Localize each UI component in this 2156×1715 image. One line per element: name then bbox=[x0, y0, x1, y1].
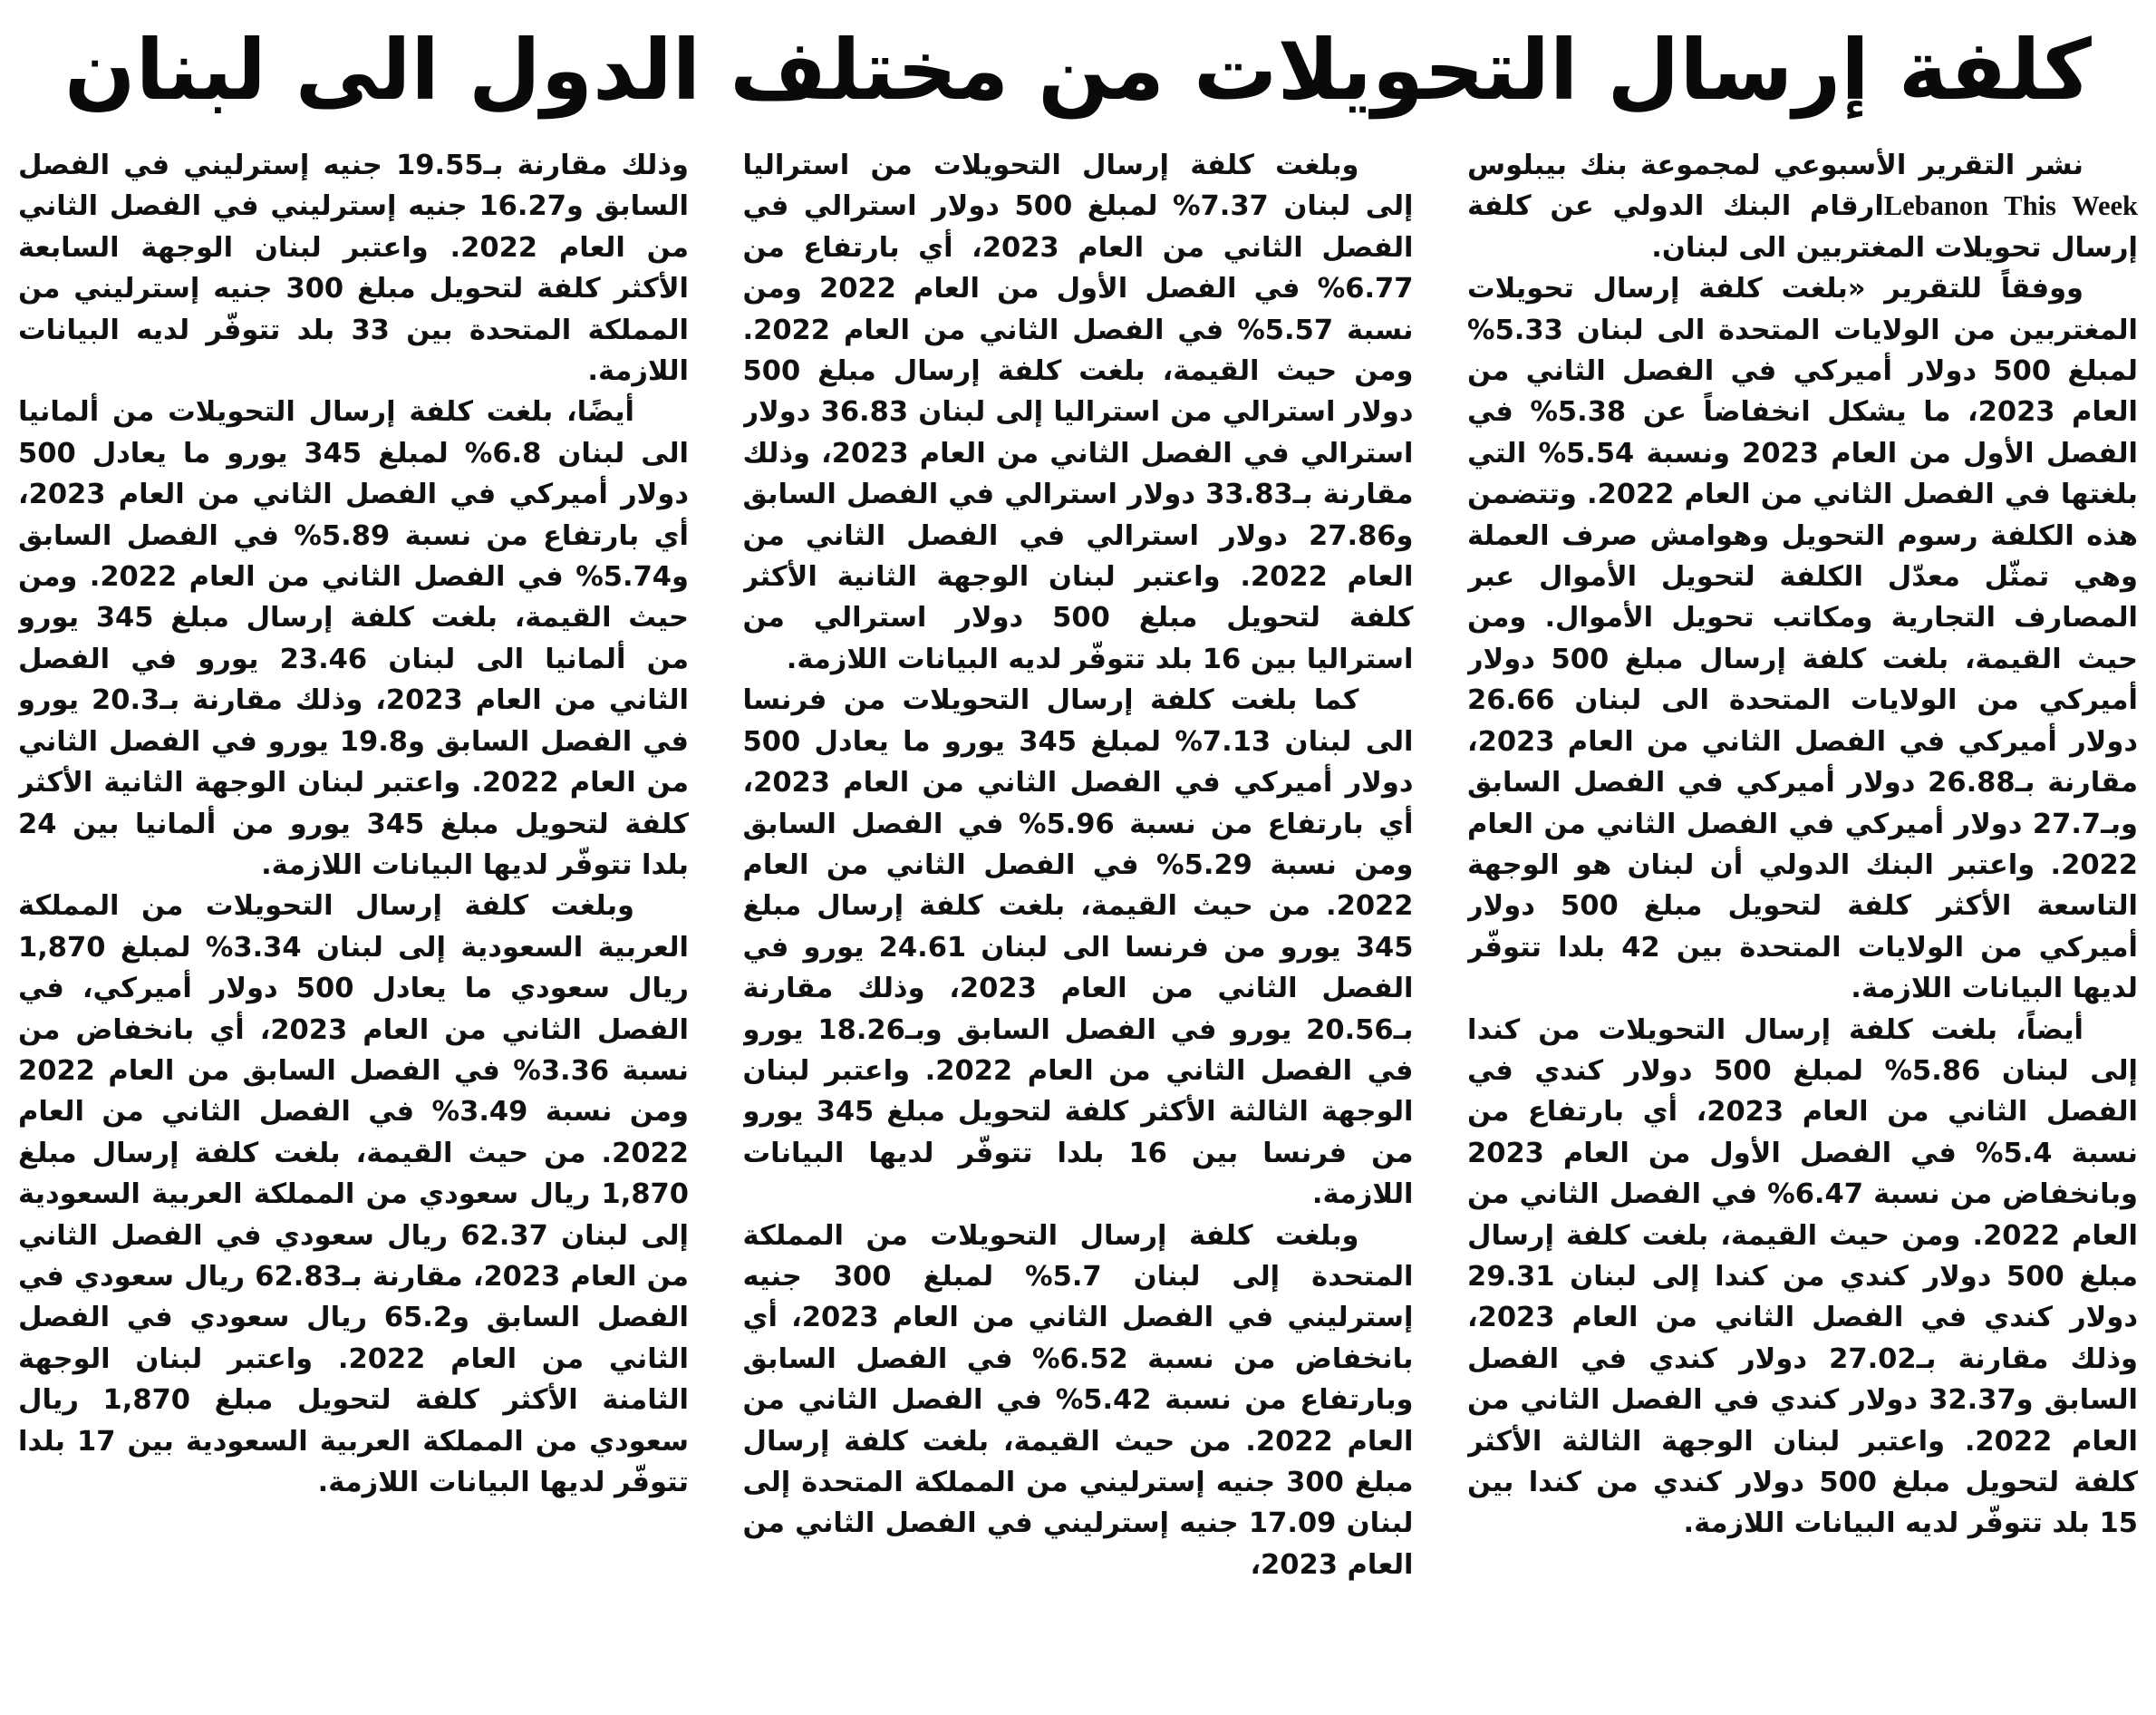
column-1 bbox=[1467, 145, 2138, 1695]
publication-name: Lebanon This Week bbox=[1883, 190, 2138, 222]
paragraph: وذلك مقارنة بـ19.55 جنيه إسترليني في الفصل السابق و16.27 جنيه إسترليني في الفصل الثاني من العام 2022. واعتبر لبنان الوجهة السابعة الأكثر كلفة لتحويل مبلغ 300 جنيه إسترليني من المملكة المتحدة بين 33 بلد تتوفّر لديه البيانات اللازمة. bbox=[18, 150, 689, 388]
paragraph bbox=[1467, 145, 2138, 268]
article-headline: كلفة إرسال التحويلات من مختلف الدول الى لبنان bbox=[64, 22, 2092, 119]
paragraph: وبلغت كلفة إرسال التحويلات من المملكة المتحدة إلى لبنان 5.7% لمبلغ 300 جنيه إسترليني في الفصل الثاني من العام 2023، أي بانخفاض من نسبة 6.52% في الفصل السابق وبارتفاع من نسبة 5.42% في الفصل الثاني من العام 2022. من حيث القيمة، بلغت كلفة إرسال مبلغ 300 جنيه إسترليني من المملكة المتحدة إلى لبنان 17.09 جنيه إسترليني في الفصل الثاني من العام 2023، bbox=[742, 1219, 1414, 1581]
paragraph-text: نشر التقرير الأسبوعي لمجموعة بنك بيبلوس bbox=[1467, 150, 2083, 181]
paragraph: وبلغت كلفة إرسال التحويلات من استراليا إلى لبنان 7.37% لمبلغ 500 دولار استرالي في الفصل الثاني من العام 2023، أي بارتفاع من 6.77% في الفصل الأول من العام 2022 ومن نسبة 5.57% في الفصل الثاني من العام 2022. ومن حيث القيمة، بلغت كلفة إرسال مبلغ 500 دولار استرالي من استراليا إلى لبنان 36.83 دولار استرالي في الفصل الثاني من العام 2023، وذلك مقارنة بـ33.83 دولار استرالي في الفصل السابق و27.86 دولار استرالي في الفصل الثاني من العام 2022. واعتبر لبنان الوجهة الثانية الأكثر كلفة لتحويل مبلغ 500 دولار استرالي من استراليا بين 16 بلد تتوفّر لديه البيانات اللازمة. bbox=[742, 150, 1414, 675]
paragraph: كما بلغت كلفة إرسال التحويلات من فرنسا الى لبنان 7.13% لمبلغ 345 يورو ما يعادل 500 دولار أميركي في الفصل الثاني من العام 2023، أي بارتفاع من نسبة 5.96% في الفصل السابق ومن نسبة 5.29% في الفصل الثاني من العام 2022. من حيث القيمة، بلغت كلفة إرسال مبلغ 345 يورو من فرنسا الى لبنان 24.61 يورو في الفصل الثاني من العام 2023، وذلك مقارنة بـ20.56 يورو في الفصل السابق وبـ18.26 يورو في الفصل الثاني من العام 2022. واعتبر لبنان الوجهة الثالثة الأكثر كلفة لتحويل مبلغ 345 يورو من فرنسا بين 16 بلدا تتوفّر لديها البيانات اللازمة. bbox=[742, 684, 1414, 1211]
paragraph: وبلغت كلفة إرسال التحويلات من المملكة العربية السعودية إلى لبنان 3.34% لمبلغ 1,870 ريال سعودي ما يعادل 500 دولار أميركي، في الفصل الثاني من العام 2023، أي بانخفاض من نسبة 3.36% في الفصل السابق من العام 2022 ومن نسبة 3.49% في الفصل الثاني من العام 2022. من حيث القيمة، بلغت كلفة إرسال مبلغ 1,870 ريال سعودي من المملكة العربية السعودية إلى لبنان 62.37 ريال سعودي في الفصل الثاني من العام 2023، مقارنة بـ62.83 ريال سعودي في الفصل السابق و65.2 ريال سعودي في الفصل الثاني من العام 2022. واعتبر لبنان الوجهة الثامنة الأكثر كلفة لتحويل مبلغ 1,870 ريال سعودي من المملكة العربية السعودية بين 17 بلدا تتوفّر لديها البيانات اللازمة. bbox=[18, 890, 689, 1498]
column-3 bbox=[18, 145, 689, 1695]
paragraph-text: ارقام البنك الدولي عن كلفة إرسال تحويلات المغتربين الى لبنان. bbox=[1467, 190, 2138, 264]
column-2 bbox=[743, 145, 1414, 1695]
paragraph: ووفقاً للتقرير «بلغت كلفة إرسال تحويلات المغتربين من الولايات المتحدة الى لبنان 5.33% لمبلغ 500 دولار أميركي في الفصل الثاني من العام 2023، ما يشكل انخفاضاً عن 5.38% في الفصل الأول من العام 2023 ونسبة 5.54% التي بلغتها في الفصل الثاني من العام 2022. وتتضمن هذه الكلفة رسوم التحويل وهوامش صرف العملة وهي تمثّل معدّل الكلفة لتحويل الأموال عبر المصارف التجارية ومكاتب تحويل الأموال. ومن حيث القيمة، بلغت كلفة إرسال مبلغ 500 دولار أميركي من الولايات المتحدة الى لبنان 26.66 دولار أميركي في الفصل الثاني من العام 2023، مقارنة بـ26.88 دولار أميركي في الفصل السابق وبـ27.7 دولار أميركي في الفصل الثاني من العام 2022. واعتبر البنك الدولي أن لبنان هو الوجهة التاسعة الأكثر كلفة لتحويل مبلغ 500 دولار أميركي من الولايات المتحدة بين 42 بلدا تتوفّر لديها البيانات اللازمة. bbox=[1467, 273, 2138, 1005]
article-body bbox=[18, 145, 2138, 1695]
paragraph: أيضاً، بلغت كلفة إرسال التحويلات من كندا إلى لبنان 5.86% لمبلغ 500 دولار كندي في الفصل الثاني من العام 2023، أي بارتفاع من نسبة 5.4% في الفصل الأول من العام 2023 وبانخفاض من نسبة 6.47% في الفصل الثاني من العام 2022. ومن حيث القيمة، بلغت كلفة إرسال مبلغ 500 دولار كندي من كندا إلى لبنان 29.31 دولار كندي في الفصل الثاني من العام 2023، وذلك مقارنة بـ27.02 دولار كندي في الفصل السابق و32.37 دولار كندي في الفصل الثاني من العام 2022. واعتبر لبنان الوجهة الثالثة الأكثر كلفة لتحويل مبلغ 500 دولار كندي من كندا بين 15 بلد تتوفّر لديه البيانات اللازمة. bbox=[1467, 1013, 2138, 1540]
paragraph: أيضًا، بلغت كلفة إرسال التحويلات من ألمانيا الى لبنان 6.8% لمبلغ 345 يورو ما يعادل 500 دولار أميركي في الفصل الثاني من العام 2023، أي بارتفاع من نسبة 5.89% في الفصل السابق و5.74% في الفصل الثاني من العام 2022. ومن حيث القيمة، بلغت كلفة إرسال مبلغ 345 يورو من ألمانيا الى لبنان 23.46 يورو في الفصل الثاني من العام 2023، وذلك مقارنة بـ20.3 يورو في الفصل السابق و19.8 يورو في الفصل الثاني من العام 2022. واعتبر لبنان الوجهة الثانية الأكثر كلفة لتحويل مبلغ 345 يورو من ألمانيا بين 24 بلدا تتوفّر لديها البيانات اللازمة. bbox=[18, 396, 689, 881]
